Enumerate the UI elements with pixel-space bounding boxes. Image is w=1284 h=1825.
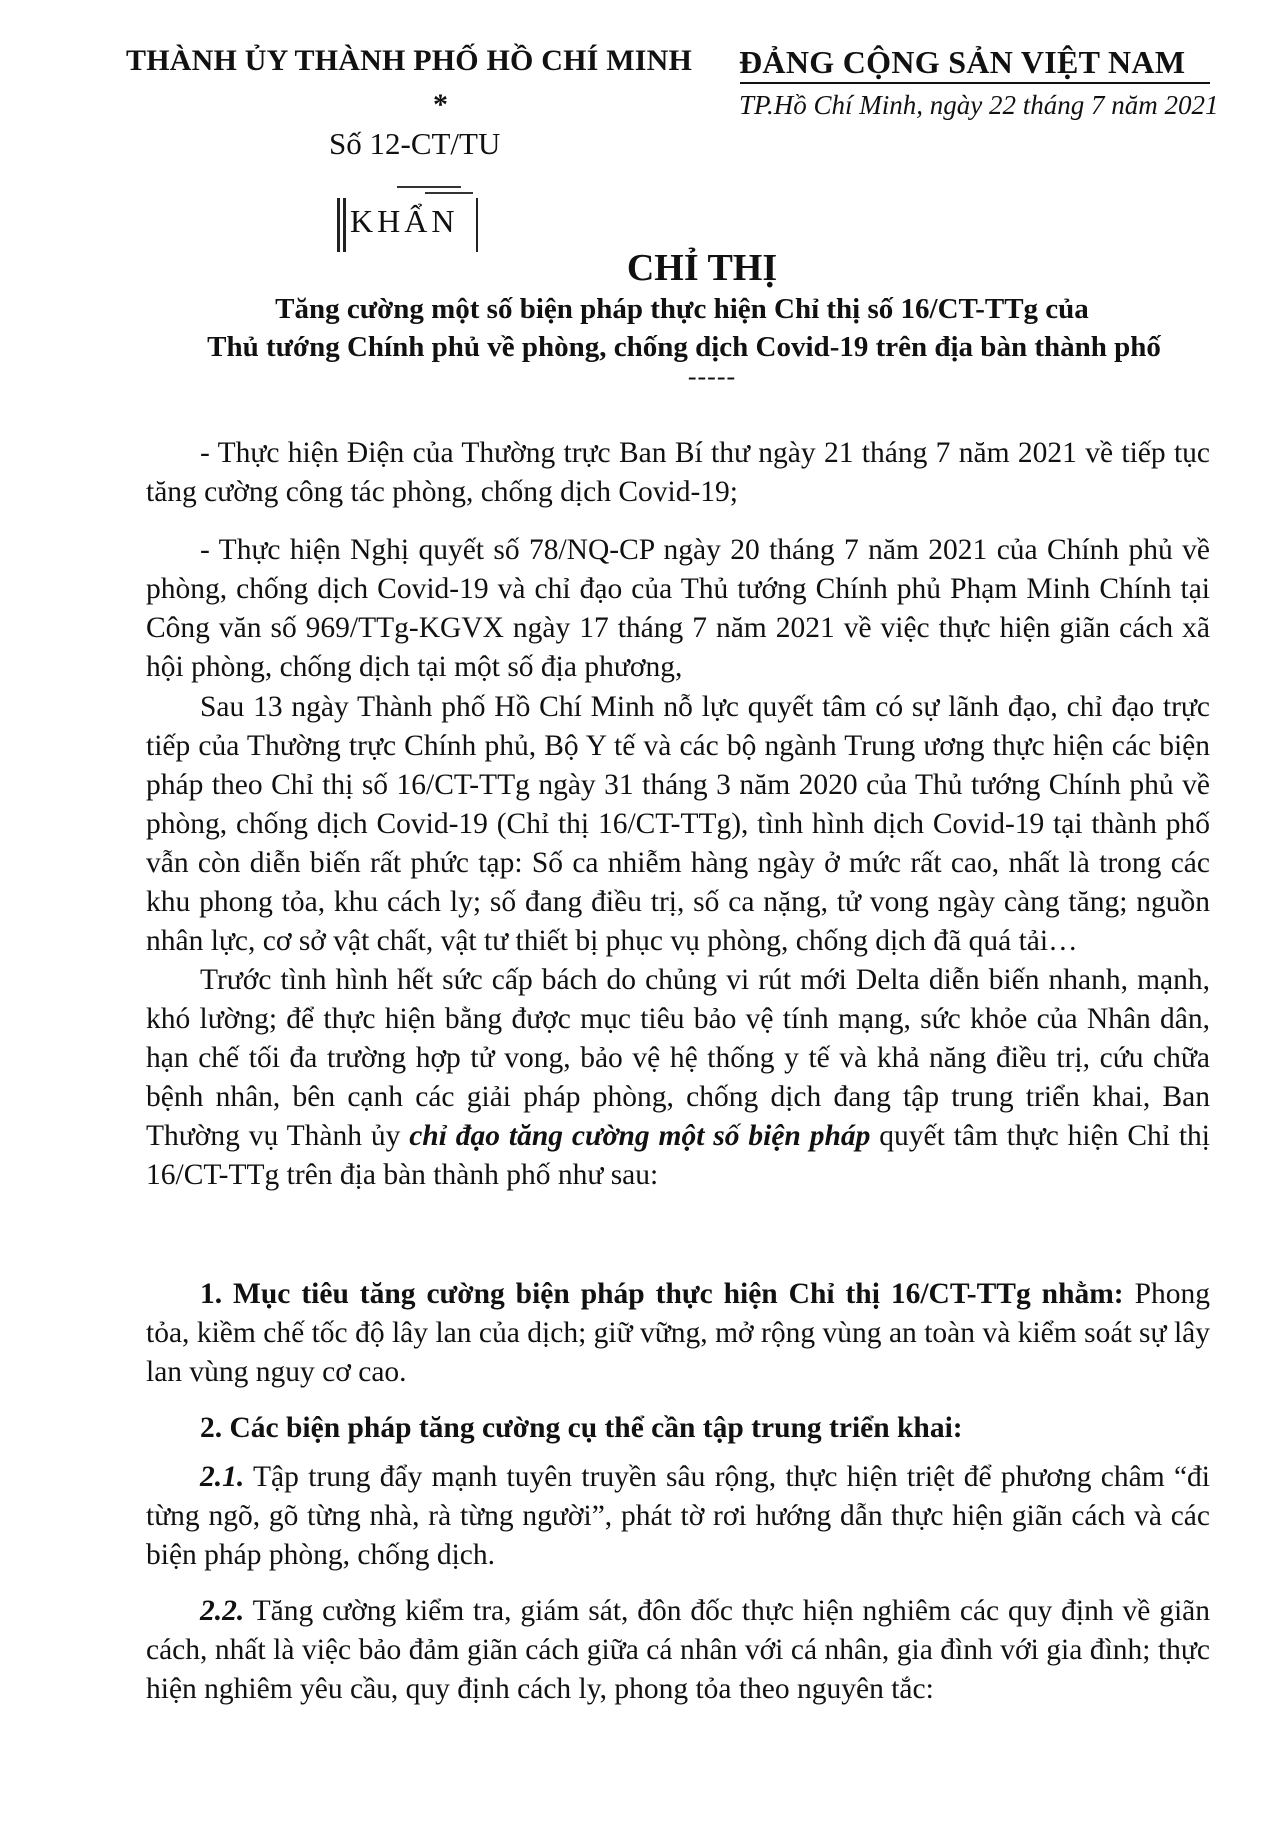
header-left <box>126 44 746 78</box>
section-2-1-number: 2.1. <box>200 1461 245 1493</box>
section-2-2 <box>146 1592 1210 1709</box>
stamp-bar-right <box>476 198 478 252</box>
stamp-rule-top-2 <box>425 192 473 194</box>
party-underline <box>740 82 1210 84</box>
title-divider: ----- <box>687 362 737 391</box>
stamp-text: KHẨN <box>350 203 459 239</box>
document-number: Số 12-CT/TU <box>329 126 501 161</box>
document-subtitle-line-2: Thủ tướng Chính phủ về phòng, chống dịch Covid-19 trên địa bàn thành phố <box>207 331 1161 363</box>
paragraph-2: - Thực hiện Nghị quyết số 78/NQ-CP ngày 20 tháng 7 năm 2021 của Chính phủ về phòng, chống dịch Covid-19 và chỉ đạo của Thủ tướng Chính phủ Phạm Minh Chính tại Công văn số 969/TTg-KGVX ngày 17 tháng 7 năm 2021 về việc thực hiện giãn cách xã hội phòng, chống dịch tại một số địa phương, <box>146 534 1210 683</box>
section-1-text: Phong tỏa, kiềm chế tốc độ lây lan của dịch; giữ vững, mở rộng vùng an toàn và kiểm soát sự lây lan vùng nguy cơ cao. <box>146 1278 1210 1388</box>
section-2-1-text: Tập trung đẩy mạnh tuyên truyền sâu rộng, thực hiện triệt để phương châm “đi từng ngõ, gõ từng nhà, rà từng người”, phát tờ rơi hướng dẫn thực hiện giãn cách và các biện pháp phòng, chống dịch. <box>146 1461 1210 1571</box>
paragraph-3: Sau 13 ngày Thành phố Hồ Chí Minh nỗ lực quyết tâm có sự lãnh đạo, chỉ đạo trực tiếp của Thường trực Chính phủ, Bộ Y tế và các bộ ngành Trung ương thực hiện các biện pháp theo Chỉ thị số 16/CT-TTg ngày 31 tháng 3 năm 2020 của Thủ tướng Chính phủ về phòng, chống dịch Covid-19 (Chỉ thị 16/CT-TTg), tình hình dịch Covid-19 tại thành phố vẫn còn diễn biến rất phức tạp: Số ca nhiễm hàng ngày ở mức rất cao, nhất là trong các khu phong tỏa, khu cách ly; số đang điều trị, số ca nặng, tử vong ngày càng tăng; nguồn nhân lực, cơ sở vật chất, vật tư thiết bị phục vụ phòng, chống dịch đã quá tải… <box>146 691 1210 957</box>
paragraph-1: - Thực hiện Điện của Thường trực Ban Bí thư ngày 21 tháng 7 năm 2021 về tiếp tục tăng cường công tác phòng, chống dịch Covid-19; <box>146 437 1210 508</box>
document-title: CHỈ THỊ <box>626 247 778 289</box>
header-star: * <box>433 88 448 121</box>
paragraph-4-emphasis: chỉ đạo tăng cường một số biện pháp <box>409 1120 871 1152</box>
document-date: TP.Hồ Chí Minh, ngày 22 tháng 7 năm 2021 <box>739 90 1219 120</box>
header-right <box>739 44 1209 81</box>
paragraph-4 <box>146 961 1210 1195</box>
section-1 <box>146 1275 1210 1392</box>
stamp-bar-left <box>337 198 340 252</box>
stamp-rule-top <box>397 186 461 188</box>
issuing-organization: THÀNH ỦY THÀNH PHỐ HỒ CHÍ MINH <box>126 44 693 77</box>
section-1-heading: 1. Mục tiêu tăng cường biện pháp thực hiện Chỉ thị 16/CT-TTg nhằm: <box>200 1278 1124 1310</box>
party-name: ĐẢNG CỘNG SẢN VIỆT NAM <box>739 44 1186 80</box>
document-subtitle-line-1: Tăng cường một số biện pháp thực hiện Chỉ thị số 16/CT-TTg của <box>275 293 1089 325</box>
paragraph-4-text-a: Trước tình hình hết sức cấp bách do chủng vi rút mới Delta diễn biến nhanh, mạnh, khó lường; để thực hiện bằng được mục tiêu bảo vệ tính mạng, sức khỏe của Nhân dân, hạn chế tối đa trường hợp tử vong, bảo vệ hệ thống y tế và khả năng điều trị, cứu chữa bệnh nhân, bên cạnh các giải pháp phòng, chống dịch đang tập trung triển khai, Ban Thường vụ Thành ủy <box>146 964 1210 1152</box>
paragraph-4-text-c: quyết tâm thực hiện Chỉ thị 16/CT-TTg trên địa bàn thành phố như sau: <box>146 1120 1210 1191</box>
section-2-2-text: Tăng cường kiểm tra, giám sát, đôn đốc thực hiện nghiêm các quy định về giãn cách, nhất là việc bảo đảm giãn cách giữa cá nhân với cá nhân, gia đình với gia đình; thực hiện nghiêm yêu cầu, quy định cách ly, phong tỏa theo nguyên tắc: <box>146 1595 1210 1705</box>
section-2-1 <box>146 1458 1210 1575</box>
section-2-heading: 2. Các biện pháp tăng cường cụ thể cần tập trung triển khai: <box>200 1412 963 1444</box>
stamp-bar-left-2 <box>343 198 346 252</box>
section-2-2-number: 2.2. <box>200 1595 245 1627</box>
